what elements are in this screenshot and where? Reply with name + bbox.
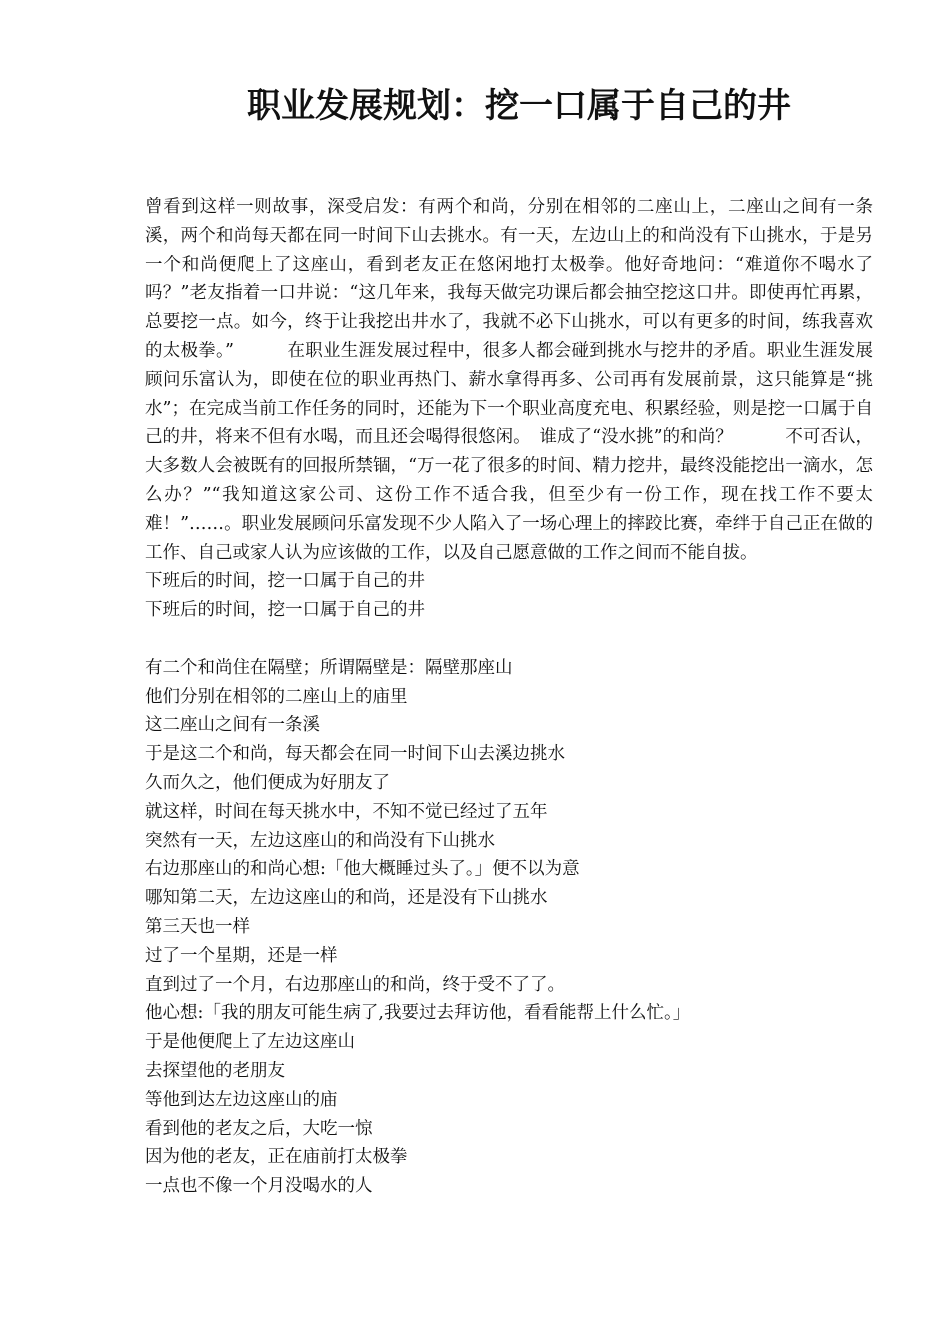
document-title: 职业发展规划：挖一口属于自己的井: [247, 86, 791, 126]
story-line: 第三天也一样: [145, 916, 250, 937]
story-line: 直到过了一个月，右边那座山的和尚，终于受不了了。: [145, 974, 565, 995]
story-line: 他心想:「我的朋友可能生病了,我要过去拜访他，看看能帮上什么忙。」: [145, 1003, 691, 1024]
story-line: 哪知第二天，左边这座山的和尚，还是没有下山挑水: [145, 888, 548, 909]
blank-line: [145, 625, 873, 654]
story-line: 久而久之，他们便成为好朋友了: [145, 772, 390, 793]
story-line: 就这样，时间在每天挑水中，不知不觉已经过了五年: [145, 801, 548, 822]
story-line: 突然有一天，左边这座山的和尚没有下山挑水: [145, 830, 495, 851]
story-line: 去探望他的老朋友: [145, 1060, 285, 1081]
story-line: 一点也不像一个月没喝水的人: [145, 1176, 373, 1197]
story-line: 这二座山之间有一条溪: [145, 715, 320, 736]
story-line: 因为他的老友，正在庙前打太极拳: [145, 1147, 408, 1168]
story-line: 有二个和尚住在隔壁；所谓隔壁是：隔壁那座山: [145, 657, 513, 678]
story-line: 于是他便爬上了左边这座山: [145, 1032, 355, 1053]
story-line: 于是这二个和尚，每天都会在同一时间下山去溪边挑水: [145, 744, 565, 765]
repeated-line: 下班后的时间，挖一口属于自己的井: [145, 600, 425, 621]
story-line: 他们分别在相邻的二座山上的庙里: [145, 686, 408, 707]
story-line: 等他到达左边这座山的庙: [145, 1089, 338, 1110]
intro-paragraph: 曾看到这样一则故事，深受启发：有两个和尚，分别在相邻的二座山上，二座山之间有一条溪，两个和尚每天都在同一时间下山去挑水。有一天，左边山上的和尚没有下山挑水，于是另一个和尚便爬上了这座山，看到老友正在悠闲地打太极拳。他好奇地问：“难道你不喝水了吗？”老友指着一口井说：“这几年来，我每天做完功课后都会抽空挖这口井。即使再忙再累，总要挖一点。如今，终于让我挖出井水了，我就不必下山挑水，可以有更多的时间，练我喜欢的太极拳。” 在职业生涯发展过程中，很多人都会碰到挑水与挖井的矛盾。职业生涯发展顾问乐富认为，即使在位的职业再热门、薪水拿得再多、公司再有发展前景，这只能算是“挑水”；在完成当前工作任务的同时，还能为下一个职业高度充电、积累经验，则是挖一口属于自己的井，将来不但有水喝，而且还会喝得很悠闲。 谁成了“没水挑”的和尚？ 不可否认，大多数人会被既有的回报所禁锢，“万一花了很多的时间、精力挖井，最终没能挖出一滴水，怎么办？”“我知道这家公司、这份工作不适合我，但至少有一份工作，现在找工作不要太难！”……。职业发展顾问乐富发现不少人陷入了一场心理上的摔跤比赛，牵绊于自己正在做的工作、自己或家人认为应该做的工作，以及自己愿意做的工作之间而不能自拔。: [145, 197, 873, 563]
story-line: 右边那座山的和尚心想:「他大概睡过头了。」便不以为意: [145, 859, 580, 880]
document-body: [145, 193, 873, 1201]
story-line: 过了一个星期，还是一样: [145, 945, 338, 966]
story-line: 看到他的老友之后，大吃一惊: [145, 1118, 373, 1139]
repeated-line: 下班后的时间，挖一口属于自己的井: [145, 571, 425, 592]
